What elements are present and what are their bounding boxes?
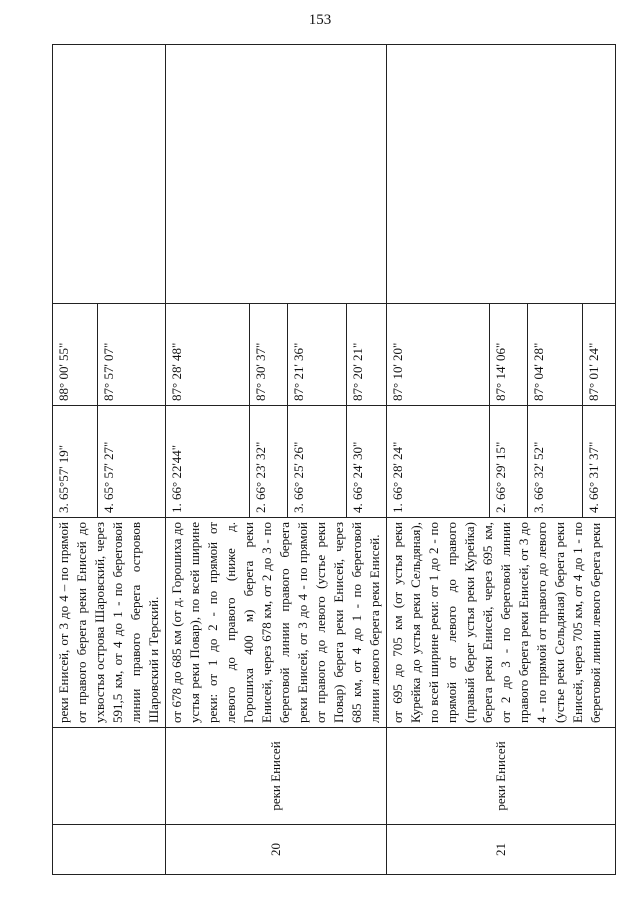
- latitude-cell: 1. 66° 22'44": [166, 406, 250, 518]
- object-name: [53, 728, 166, 825]
- longitude-cell: 87° 30' 37": [250, 304, 288, 406]
- row-number: 21: [387, 825, 616, 875]
- empty-cell: [166, 45, 387, 304]
- longitude-cell: 87° 21' 36": [287, 304, 346, 406]
- rotated-table-wrapper: [52, 45, 603, 875]
- empty-cell: [53, 45, 166, 304]
- row-number: 20: [166, 825, 387, 875]
- data-table: [52, 44, 616, 875]
- boundary-description: реки Енисей, от 3 до 4 – по прямой от правого берега реки Енисей до ухвостья острова Шаровский, через 591,5 км, от 4 до 1 - по береговой линии правого берега островов Шаровский и Терский.: [53, 518, 166, 728]
- latitude-cell: 3. 65°57' 19": [53, 406, 98, 518]
- latitude-cell: 4. 66° 31' 37": [583, 406, 616, 518]
- longitude-cell: 87° 01' 24": [583, 304, 616, 406]
- longitude-cell: 87° 10' 20": [387, 304, 490, 406]
- page-number: 153: [308, 12, 332, 28]
- table-row: [387, 45, 490, 875]
- latitude-cell: 4. 65° 57' 27": [97, 406, 165, 518]
- longitude-cell: 87° 28' 48": [166, 304, 250, 406]
- table-row: [166, 45, 250, 875]
- empty-cell: [387, 45, 616, 304]
- latitude-cell: 3. 66° 25' 26": [287, 406, 346, 518]
- row-number: [53, 825, 166, 875]
- boundary-description: от 695 до 705 км (от устья реки Курейка до устья реки Сельдяная), по всей ширине реки: от 1 до 2 - по прямой от левого до правого (правый берег устья реки Курейка) берега реки Енисей, через 695 км, от 2 до 3 - по береговой линии правого берега реки Енисей, от 3 до 4 - по прямой от правого до левого (устье реки Сельдяная) берега реки Енисей, через 705 км, от 4 до 1 - по береговой линии левого берега реки: [387, 518, 616, 728]
- latitude-cell: 3. 66° 32' 52": [528, 406, 583, 518]
- longitude-cell: 87° 14' 06": [490, 304, 528, 406]
- longitude-cell: 87° 04' 28": [528, 304, 583, 406]
- latitude-cell: 4. 66° 24' 30": [347, 406, 387, 518]
- latitude-cell: 2. 66° 29' 15": [490, 406, 528, 518]
- latitude-cell: 2. 66° 23' 32": [250, 406, 288, 518]
- longitude-cell: 88° 00' 55": [53, 304, 98, 406]
- latitude-cell: 1. 66° 28' 24": [387, 406, 490, 518]
- object-name: реки Енисей: [387, 728, 616, 825]
- boundary-description: от 678 до 685 км (от д. Горошиха до устья реки Повар), по всей ширине реки: от 1 до 2 - по прямой от левого до правого (ниже д. Горошиха 400 м) берега реки Енисей, через 678 км, от 2 до 3 - по береговой линии правого берега реки Енисей, от 3 до 4 - по прямой от правого до левого (устье реки Повар) берега реки Енисей, через 685 км, от 4 до 1 - по береговой линии левого берега реки Енисей.: [166, 518, 387, 728]
- longitude-cell: 87° 20' 21": [347, 304, 387, 406]
- longitude-cell: 87° 57' 07": [97, 304, 165, 406]
- object-name: реки Енисей: [166, 728, 387, 825]
- table-row: [53, 45, 98, 875]
